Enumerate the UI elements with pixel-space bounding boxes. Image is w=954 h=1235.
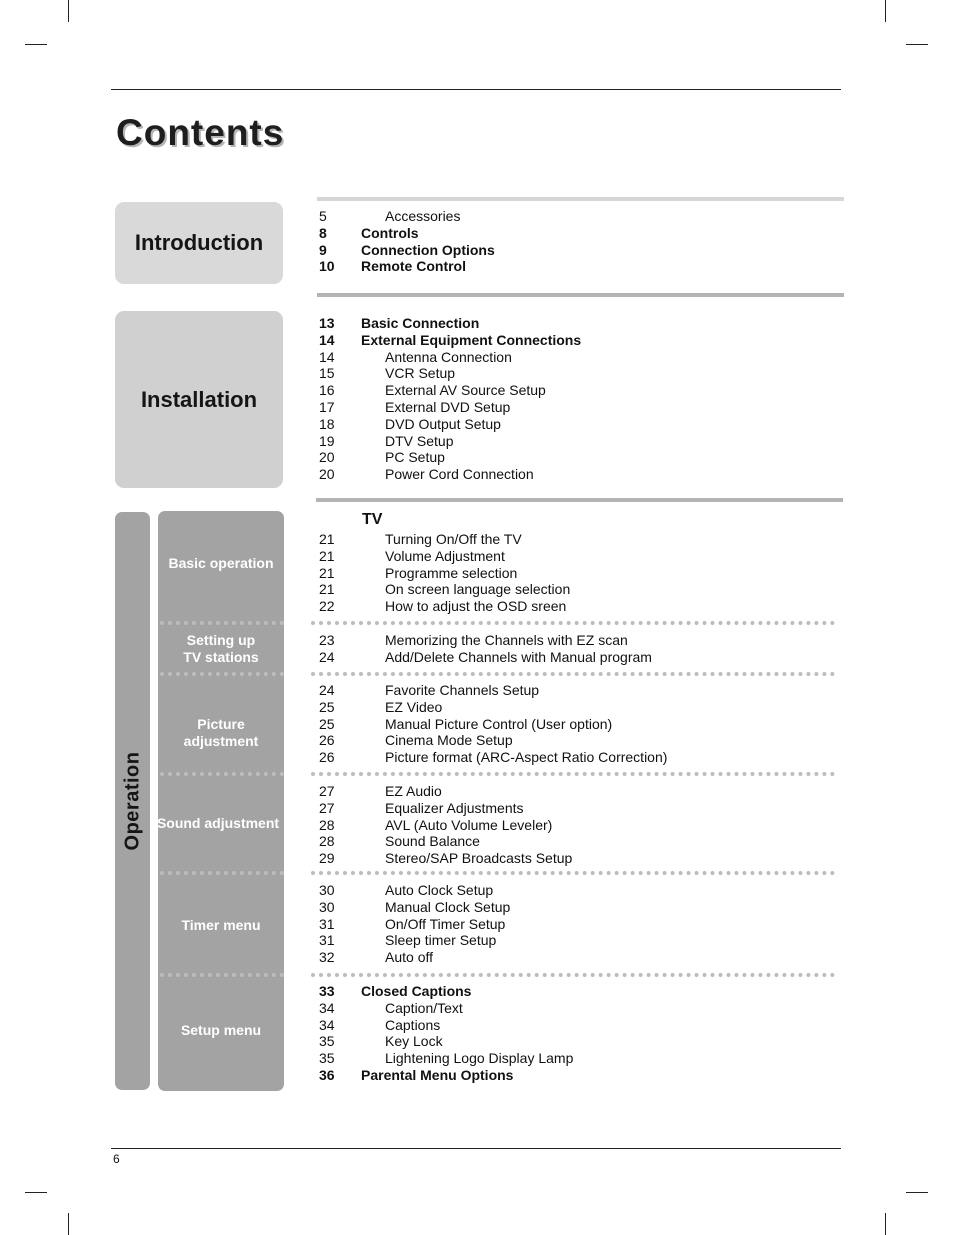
toc-text: Manual Clock Setup: [385, 898, 511, 915]
toc-page: 20: [319, 466, 335, 483]
toc-page: 28: [319, 816, 335, 833]
crop-mark: [885, 1213, 886, 1235]
toc-text: Volume Adjustment: [385, 547, 505, 564]
subsection-sound-adjustment: Sound adjustment: [156, 815, 280, 831]
subsection-label-line: Setting up: [186, 632, 256, 648]
toc-text: Stereo/SAP Broadcasts Setup: [385, 850, 573, 867]
toc-text: Remote Control: [361, 258, 466, 275]
toc-text: Power Cord Connection: [385, 466, 534, 483]
dotted-divider: [160, 973, 284, 977]
toc-text: Parental Menu Options: [361, 1066, 514, 1083]
toc-page: 25: [319, 715, 335, 732]
toc-text: EZ Audio: [385, 783, 442, 799]
crop-mark: [906, 1192, 928, 1193]
toc-text: On/Off Timer Setup: [385, 915, 506, 932]
dotted-divider: [311, 672, 835, 676]
subsection-setting-up-tv-stations: [158, 632, 284, 666]
page-title: Contents: [116, 112, 285, 153]
toc-text: Cinema Mode Setup: [385, 732, 513, 749]
operation-label: Operation: [121, 751, 143, 851]
toc-text: DTV Setup: [385, 432, 454, 449]
toc-page: 25: [319, 698, 335, 715]
toc-text: How to adjust the OSD sreen: [385, 598, 567, 615]
toc-page: 30: [319, 898, 335, 915]
toc-page: 10: [319, 258, 335, 275]
footer-rule: [111, 1148, 841, 1149]
toc-page: 20: [319, 449, 335, 466]
toc-page: 35: [319, 1050, 335, 1067]
installation-box: [115, 311, 283, 488]
toc-page: 15: [319, 365, 335, 382]
toc-text: Memorizing the Channels with EZ scan: [385, 632, 628, 648]
toc-page: 5: [319, 208, 327, 224]
toc-text: AVL (Auto Volume Leveler): [385, 816, 553, 833]
toc-text: Basic Connection: [361, 315, 480, 331]
toc-page: 22: [319, 598, 335, 615]
crop-mark: [25, 1192, 47, 1193]
toc-page: 34: [319, 1016, 335, 1033]
installation-section-bar: [317, 293, 844, 297]
toc-page: 27: [319, 799, 335, 816]
toc-text: DVD Output Setup: [385, 415, 501, 432]
toc-text: Add/Delete Channels with Manual program: [385, 648, 652, 665]
subsection-setup-menu: Setup menu: [180, 1022, 262, 1038]
toc-page: 14: [319, 331, 335, 348]
crop-mark: [906, 44, 928, 45]
introduction-box: [115, 202, 283, 284]
toc-text: Caption/Text: [385, 999, 463, 1016]
toc-page: 17: [319, 398, 335, 415]
dotted-divider: [160, 621, 284, 625]
toc-text: Programme selection: [385, 564, 518, 581]
toc-text: Equalizer Adjustments: [385, 799, 524, 816]
crop-mark: [68, 1213, 69, 1235]
toc-page: 24: [319, 682, 335, 698]
toc-page: 19: [319, 432, 335, 449]
toc-page: 8: [319, 224, 327, 241]
toc-text: Connection Options: [361, 241, 495, 258]
toc-page: 21: [319, 531, 335, 547]
toc-page: 26: [319, 732, 335, 749]
toc-text: Favorite Channels Setup: [385, 682, 540, 698]
toc-text: Antenna Connection: [385, 348, 512, 365]
operation-subsection-column: [158, 511, 284, 1091]
crop-mark: [885, 0, 886, 22]
toc-page: 31: [319, 915, 335, 932]
subsection-timer-menu: Timer menu: [181, 917, 261, 933]
toc-text: External DVD Setup: [385, 398, 511, 415]
toc-text: Picture format (ARC-Aspect Ratio Correction): [385, 749, 668, 766]
toc-text: Auto Clock Setup: [385, 882, 494, 898]
toc-page: 9: [319, 241, 327, 258]
toc-page: 21: [319, 547, 335, 564]
toc-page: 23: [319, 632, 335, 648]
toc-text: Captions: [385, 1016, 441, 1033]
dotted-divider: [311, 871, 835, 875]
toc-page: 29: [319, 850, 335, 867]
toc-text: External Equipment Connections: [361, 331, 582, 348]
toc-page: 31: [319, 932, 335, 949]
toc-text: PC Setup: [385, 449, 445, 466]
toc-page: 24: [319, 648, 335, 665]
toc-page: 28: [319, 833, 335, 850]
operation-section-bar: [316, 498, 843, 502]
toc-page: 18: [319, 415, 335, 432]
toc-text: Lightening Logo Display Lamp: [385, 1050, 574, 1067]
toc-page: 33: [319, 983, 335, 999]
toc-text: Sound Balance: [385, 833, 480, 850]
toc-text: EZ Video: [385, 698, 443, 715]
toc-page: 16: [319, 382, 335, 399]
toc-text: VCR Setup: [385, 365, 456, 382]
toc-text: Auto off: [385, 949, 434, 966]
dotted-divider: [160, 772, 284, 776]
operation-box: [115, 512, 150, 1090]
crop-mark: [68, 0, 69, 22]
toc-text: External AV Source Setup: [385, 382, 546, 399]
introduction-label: Introduction: [134, 230, 264, 255]
dotted-divider: [311, 973, 835, 977]
toc-text: Key Lock: [385, 1033, 443, 1050]
toc-text: Turning On/Off the TV: [385, 531, 522, 547]
toc-page: 26: [319, 749, 335, 766]
toc-page: 32: [319, 949, 335, 966]
dotted-divider: [160, 871, 284, 875]
crop-mark: [25, 44, 47, 45]
toc-page: 30: [319, 882, 335, 898]
toc-text: On screen language selection: [385, 581, 571, 598]
page-number: 6: [113, 1152, 120, 1166]
tv-heading: TV: [362, 511, 383, 528]
subsection-basic-operation: Basic operation: [168, 555, 274, 571]
toc-page: 35: [319, 1033, 335, 1050]
dotted-divider: [311, 621, 835, 625]
toc-text: Closed Captions: [361, 983, 472, 999]
dotted-divider: [160, 672, 284, 676]
toc-page: 27: [319, 783, 335, 799]
toc-page: 21: [319, 564, 335, 581]
toc-text: Accessories: [385, 208, 461, 224]
toc-page: 34: [319, 999, 335, 1016]
introduction-section-bar: [317, 197, 844, 201]
installation-label: Installation: [140, 386, 258, 412]
toc-page: 14: [319, 348, 335, 365]
toc-text: Controls: [361, 224, 419, 241]
toc-page: 21: [319, 581, 335, 598]
header-rule: [111, 89, 841, 90]
toc-text: Manual Picture Control (User option): [385, 715, 613, 732]
toc-text: Sleep timer Setup: [385, 932, 497, 949]
subsection-label-line: TV stations: [183, 649, 259, 665]
subsection-picture-adjustment: Picture adjustment: [183, 716, 259, 749]
dotted-divider: [311, 772, 835, 776]
toc-page: 13: [319, 315, 335, 331]
toc-page: 36: [319, 1066, 335, 1083]
